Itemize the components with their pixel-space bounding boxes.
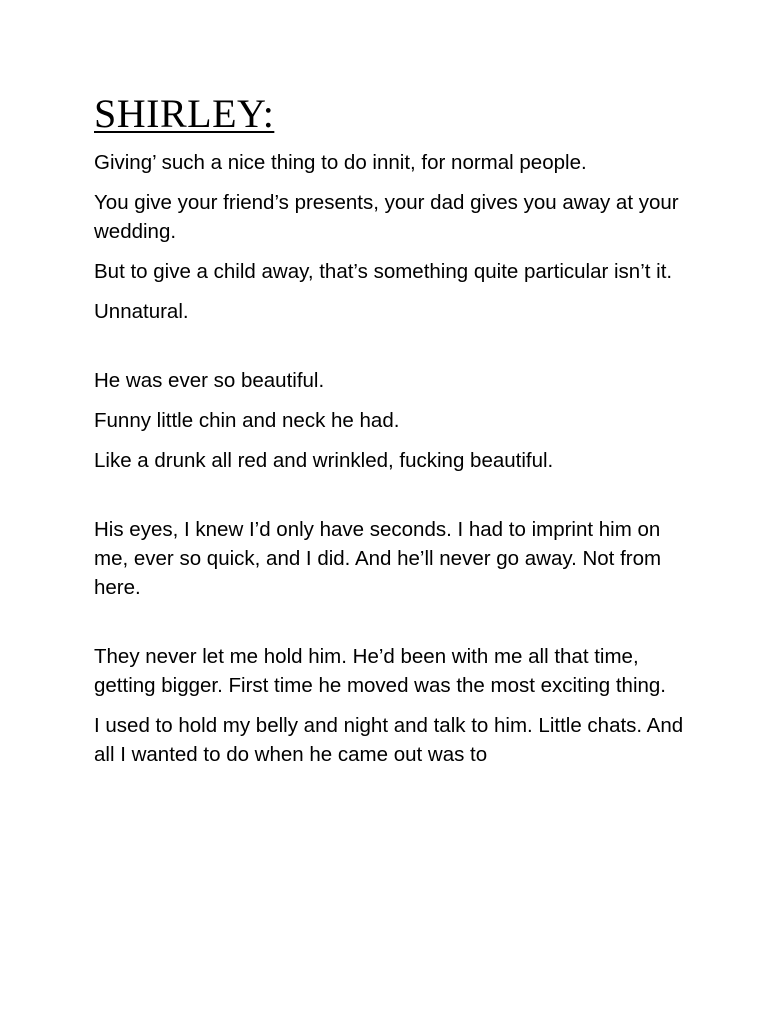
paragraph-7: Like a drunk all red and wrinkled, fucking beautiful. bbox=[94, 449, 554, 472]
paragraph-10: I used to hold my belly and night and talk to him. Little chats. And all I wanted to do when he came out was to bbox=[94, 714, 684, 766]
blank-line bbox=[94, 613, 694, 642]
paragraph-3: But to give a child away, that’s something quite particular isn’t it. bbox=[94, 260, 673, 283]
blank-line bbox=[94, 337, 694, 366]
paragraph-6: Funny little chin and neck he had. bbox=[94, 409, 400, 432]
blank-line bbox=[94, 486, 694, 515]
paragraph-8: His eyes, I knew I’d only have seconds. I had to imprint him on me, ever so quick, and I did. And he’ll never go away. Not from here. bbox=[94, 518, 662, 599]
paragraph-2: You give your friend’s presents, your dad gives you away at your wedding. bbox=[94, 191, 679, 243]
document-page bbox=[94, 88, 694, 780]
paragraph-4: Unnatural. bbox=[94, 300, 189, 323]
paragraph-9: They never let me hold him. He’d been with me all that time, getting bigger. First time he moved was the most exciting thing. bbox=[94, 645, 666, 697]
character-heading: SHIRLEY: bbox=[94, 91, 275, 136]
paragraph-1: Giving’ such a nice thing to do innit, for normal people. bbox=[94, 151, 587, 174]
paragraph-5: He was ever so beautiful. bbox=[94, 369, 325, 392]
